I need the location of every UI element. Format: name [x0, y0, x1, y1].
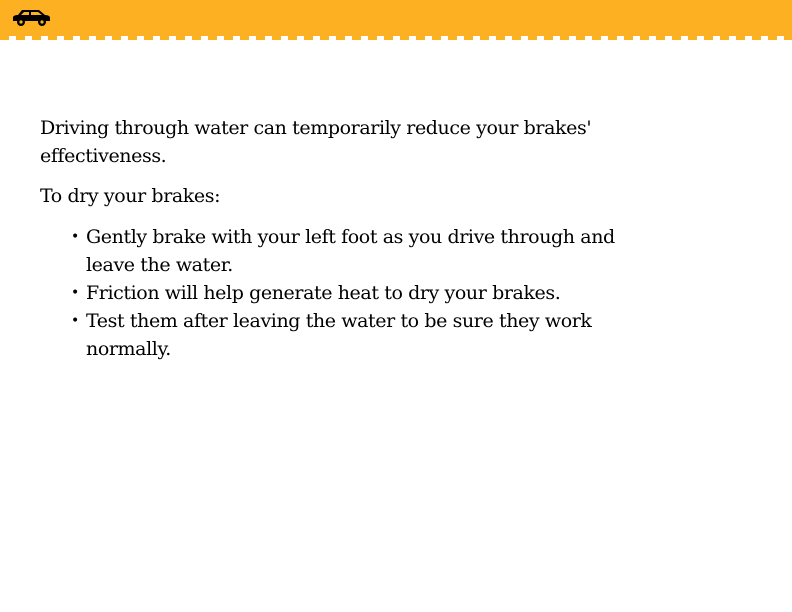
list-item-text: Test them after leaving the water to be sure they work normally. [86, 310, 592, 360]
car-icon [10, 8, 52, 28]
header-bar [0, 0, 792, 36]
bullet-icon: • [71, 285, 79, 301]
bullet-icon: • [71, 229, 79, 245]
list-item-text: Gently brake with your left foot as you drive through and leave the water. [86, 226, 615, 276]
main-content [40, 114, 640, 363]
intro-text: Driving through water can temporarily reduce your brakes' effectiveness. [40, 117, 592, 167]
lead-text: To dry your brakes: [40, 185, 221, 207]
list-item-text: Friction will help generate heat to dry your brakes. [86, 282, 561, 304]
bullet-icon: • [71, 313, 79, 329]
list-item [40, 307, 626, 363]
header-edge [0, 36, 792, 40]
list-item [40, 223, 626, 279]
brake-steps-list [40, 223, 640, 363]
list-item [40, 279, 626, 307]
